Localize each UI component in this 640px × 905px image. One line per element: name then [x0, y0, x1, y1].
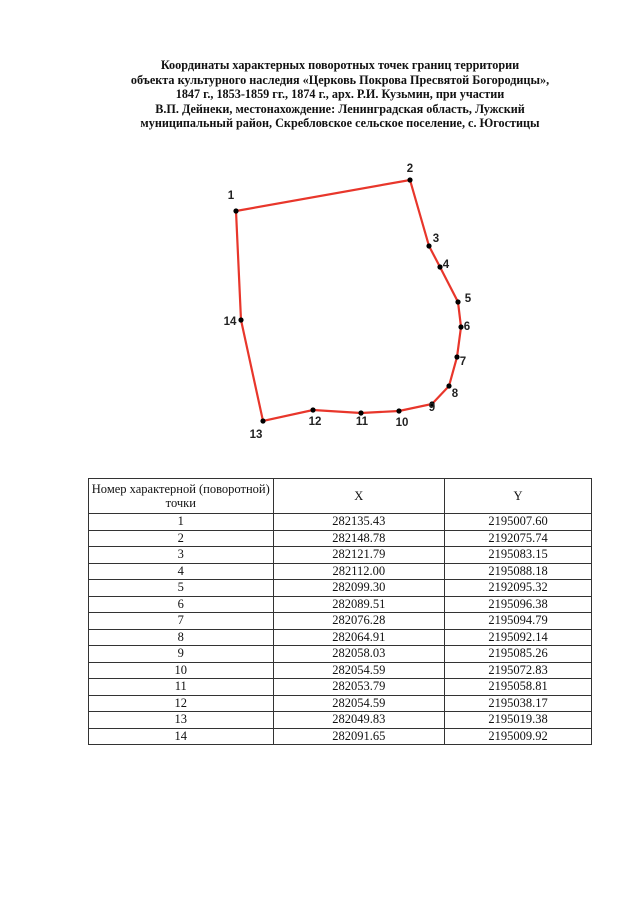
- cell-y: 2192095.32: [445, 580, 592, 597]
- table-row: [89, 662, 592, 679]
- table-row: [89, 712, 592, 729]
- title-line: объекта культурного наследия «Церковь Покрова Пресвятой Богородицы»,: [130, 72, 550, 87]
- cell-x: 282135.43: [273, 514, 445, 531]
- point-label: 11: [355, 416, 369, 428]
- cell-point-number: 4: [89, 563, 274, 580]
- boundary-point: [426, 243, 431, 248]
- cell-x: 282099.30: [273, 580, 445, 597]
- boundary-point: [260, 418, 265, 423]
- point-label: 1: [227, 190, 235, 202]
- cell-x: 282053.79: [273, 679, 445, 696]
- header-x: X: [273, 479, 445, 514]
- cell-point-number: 13: [89, 712, 274, 729]
- title-line: Координаты характерных поворотных точек границ территории: [160, 58, 520, 72]
- boundary-point: [396, 408, 401, 413]
- point-label: 7: [459, 356, 467, 368]
- table-row: [89, 514, 592, 531]
- cell-y: 2195094.79: [445, 613, 592, 630]
- point-label: 6: [463, 321, 471, 333]
- cell-x: 282054.59: [273, 662, 445, 679]
- boundary-point: [455, 299, 460, 304]
- cell-y: 2195038.17: [445, 695, 592, 712]
- point-label: 13: [249, 429, 263, 441]
- header-y: Y: [445, 479, 592, 514]
- coordinates-table: [88, 478, 592, 745]
- point-label: 14: [223, 316, 237, 328]
- cell-point-number: 2: [89, 530, 274, 547]
- cell-point-number: 11: [89, 679, 274, 696]
- table-row: [89, 530, 592, 547]
- cell-x: 282076.28: [273, 613, 445, 630]
- point-label: 2: [406, 163, 414, 175]
- cell-y: 2195085.26: [445, 646, 592, 663]
- cell-point-number: 14: [89, 728, 274, 745]
- cell-point-number: 6: [89, 596, 274, 613]
- cell-point-number: 1: [89, 514, 274, 531]
- cell-y: 2195096.38: [445, 596, 592, 613]
- table-row: [89, 613, 592, 630]
- table-row: [89, 563, 592, 580]
- title-line: муниципальный район, Скребловское сельское поселение, с. Югостицы: [140, 116, 540, 131]
- cell-point-number: 5: [89, 580, 274, 597]
- boundary-point: [310, 407, 315, 412]
- cell-x: 282054.59: [273, 695, 445, 712]
- boundary-points: [224, 163, 472, 441]
- cell-y: 2195007.60: [445, 514, 592, 531]
- point-label: 9: [428, 402, 436, 414]
- table-row: [89, 695, 592, 712]
- table-header-row: [89, 479, 592, 514]
- cell-x: 282049.83: [273, 712, 445, 729]
- table-row: [89, 679, 592, 696]
- cell-y: 2195058.81: [445, 679, 592, 696]
- cell-x: 282148.78: [273, 530, 445, 547]
- cell-y: 2195092.14: [445, 629, 592, 646]
- table-row: [89, 629, 592, 646]
- cell-y: 2195009.92: [445, 728, 592, 745]
- table-row: [89, 580, 592, 597]
- cell-x: 282064.91: [273, 629, 445, 646]
- header-point-number: Номер характерной (поворотной) точки: [89, 479, 274, 514]
- cell-y: 2195088.18: [445, 563, 592, 580]
- point-label: 4: [442, 259, 450, 271]
- boundary-polygon: [236, 180, 461, 421]
- cell-y: 2195083.15: [445, 547, 592, 564]
- cell-y: 2195019.38: [445, 712, 592, 729]
- cell-y: 2192075.74: [445, 530, 592, 547]
- cell-y: 2195072.83: [445, 662, 592, 679]
- point-label: 10: [395, 417, 409, 429]
- table-row: [89, 646, 592, 663]
- boundary-point: [233, 208, 238, 213]
- boundary-point: [407, 177, 412, 182]
- point-label: 8: [451, 388, 459, 400]
- cell-x: 282121.79: [273, 547, 445, 564]
- cell-x: 282058.03: [273, 646, 445, 663]
- cell-point-number: 9: [89, 646, 274, 663]
- boundary-point: [238, 317, 243, 322]
- cell-point-number: 7: [89, 613, 274, 630]
- table-row: [89, 547, 592, 564]
- boundary-point: [358, 410, 363, 415]
- table-body: [89, 514, 592, 745]
- title-line: В.П. Дейнеки, местонахождение: Ленинградская область, Лужский: [155, 101, 525, 116]
- cell-point-number: 8: [89, 629, 274, 646]
- cell-point-number: 3: [89, 547, 274, 564]
- point-label: 12: [308, 416, 322, 428]
- point-label: 5: [464, 293, 472, 305]
- cell-point-number: 12: [89, 695, 274, 712]
- cell-x: 282091.65: [273, 728, 445, 745]
- table-row: [89, 596, 592, 613]
- table-row: [89, 728, 592, 745]
- title-line: 1847 г., 1853-1859 гг., 1874 г., арх. Р.И. Кузьмин, при участии: [175, 87, 505, 102]
- cell-x: 282112.00: [273, 563, 445, 580]
- cell-point-number: 10: [89, 662, 274, 679]
- cell-x: 282089.51: [273, 596, 445, 613]
- point-label: 3: [432, 233, 440, 245]
